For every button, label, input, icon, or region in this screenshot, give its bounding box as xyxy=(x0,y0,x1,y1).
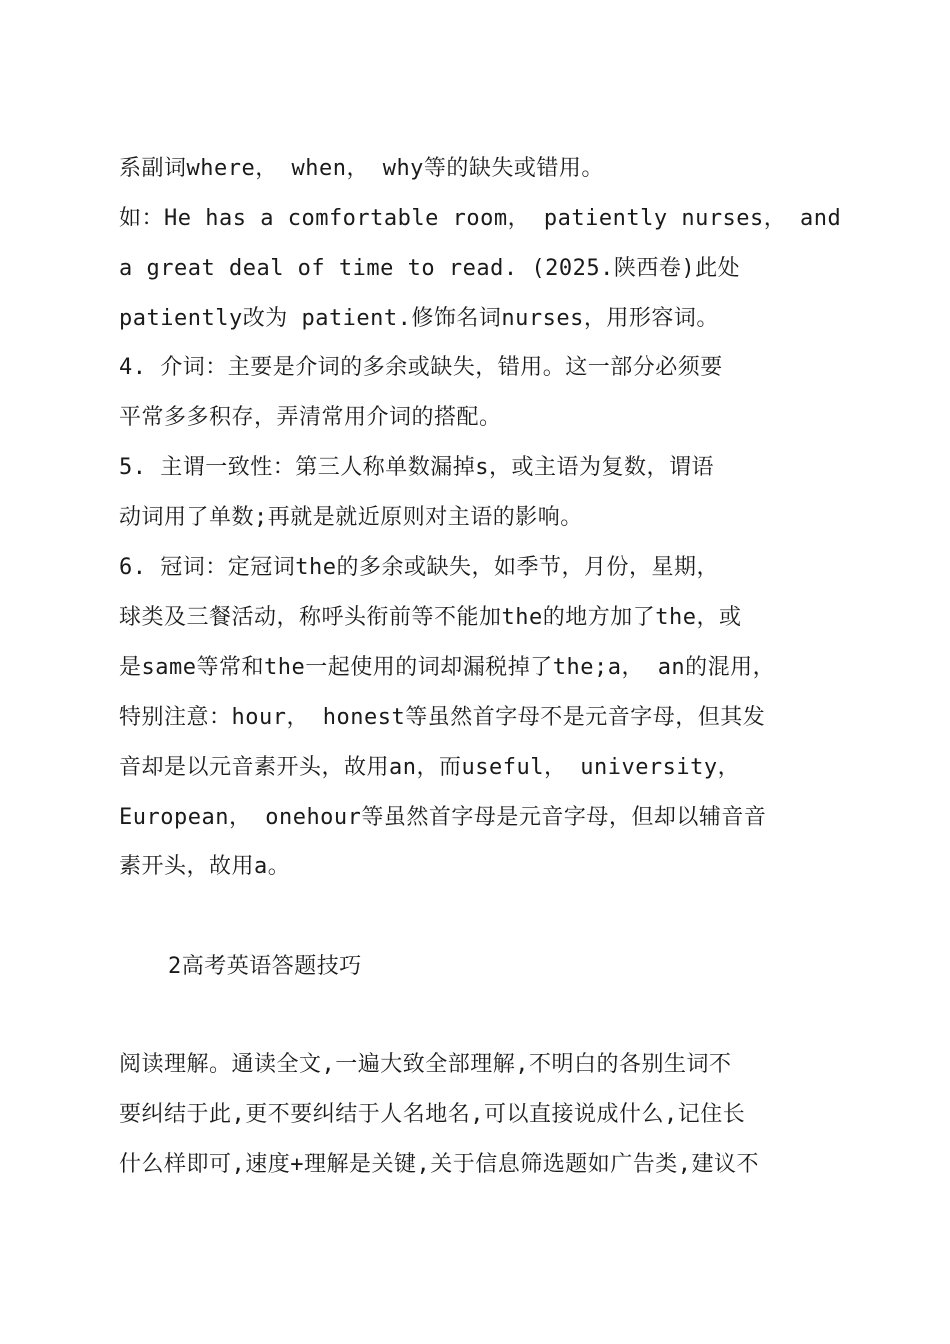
text-line: 6. 冠词：定冠词the的多余或缺失，如季节，月份，星期， xyxy=(119,555,719,580)
text-line: 是same等常和the一起使用的词却漏税掉了the;a， an的混用， xyxy=(119,655,776,680)
text-line: 阅读理解。通读全文,一遍大致全部理解,不明白的各别生词不 xyxy=(119,1052,732,1077)
section-heading: 2高考英语答题技巧 xyxy=(168,954,362,979)
text-line: 球类及三餐活动，称呼头衔前等不能加the的地方加了the，或 xyxy=(119,605,742,630)
text-line: European， onehour等虽然首字母是元音字母，但却以辅音音 xyxy=(119,805,767,830)
text-line: 特别注意：hour， honest等虽然首字母不是元音字母，但其发 xyxy=(119,705,766,730)
text-line: 4. 介词：主要是介词的多余或缺失，错用。这一部分必须要 xyxy=(119,355,723,380)
text-line: 如：He has a comfortable room， patiently nurses， and xyxy=(119,206,842,231)
text-line: 什么样即可,速度+理解是关键,关于信息筛选题如广告类,建议不 xyxy=(119,1152,759,1177)
text-line: 平常多多积存，弄清常用介词的搭配。 xyxy=(119,405,502,430)
text-line: 系副词where， when， why等的缺失或错用。 xyxy=(119,156,604,181)
text-line: 动词用了单数;再就是就近原则对主语的影响。 xyxy=(119,505,583,530)
text-line: a great deal of time to read. (2025.陕西卷)此处 xyxy=(119,256,741,281)
text-line: 要纠结于此,更不要纠结于人名地名,可以直接说成什么,记住长 xyxy=(119,1102,746,1127)
text-line: 音却是以元音素开头，故用an，而useful， university， xyxy=(119,755,741,780)
text-line: patiently改为 patient.修饰名词nurses，用形容词。 xyxy=(119,306,719,331)
text-line: 素开头，故用a。 xyxy=(119,854,291,879)
text-line: 5. 主谓一致性：第三人称单数漏掉s，或主语为复数，谓语 xyxy=(119,455,714,480)
